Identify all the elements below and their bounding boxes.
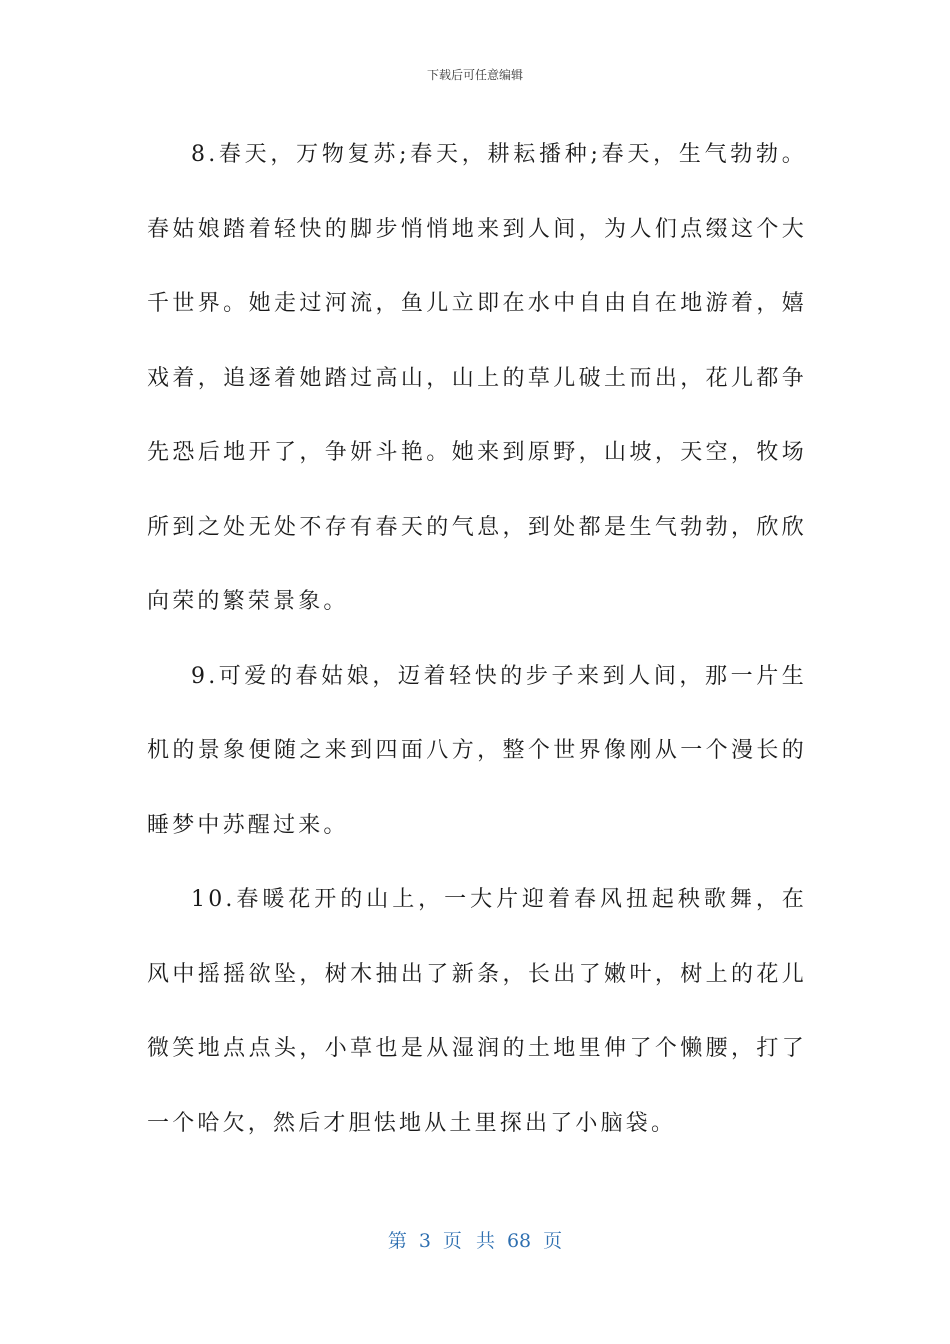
paragraph-10: 10.春暖花开的山上，一大片迎着春风扭起秧歌舞，在风中摇摇欲坠，树木抽出了新条，长出了嫩叶，树上的花儿微笑地点点头，小草也是从湿润的土地里伸了个懒腰，打了一个哈欠，然后才胆怯地从土里探出了小脑袋。: [147, 887, 807, 1136]
footer-current-page: 3: [418, 1230, 431, 1252]
paragraph-9: 9.可爱的春姑娘，迈着轻快的步子来到人间，那一片生机的景象便随之来到四面八方，整个世界像刚从一个漫长的睡梦中苏醒过来。: [147, 663, 807, 838]
footer-middle: 页 共: [442, 1230, 495, 1252]
page-footer: [0, 1226, 950, 1253]
footer-suffix: 页: [543, 1230, 563, 1252]
paragraph-8: 8.春天，万物复苏;春天，耕耘播种;春天，生气勃勃。春姑娘踏着轻快的脚步悄悄地来到人间，为人们点缀这个大千世界。她走过河流，鱼儿立即在水中自由自在地游着，嬉戏着，追逐着她踏过高山，山上的草儿破土而出，花儿都争先恐后地开了，争妍斗艳。她来到原野，山坡，天空，牧场所到之处无处不存有春天的气息，到处都是生气勃勃，欣欣向荣的繁荣景象。: [147, 142, 807, 614]
page-header: 下载后可任意编辑: [426, 68, 523, 82]
footer-total-pages: 68: [506, 1230, 532, 1252]
document-body: [147, 118, 807, 1161]
footer-prefix: 第: [387, 1230, 407, 1252]
